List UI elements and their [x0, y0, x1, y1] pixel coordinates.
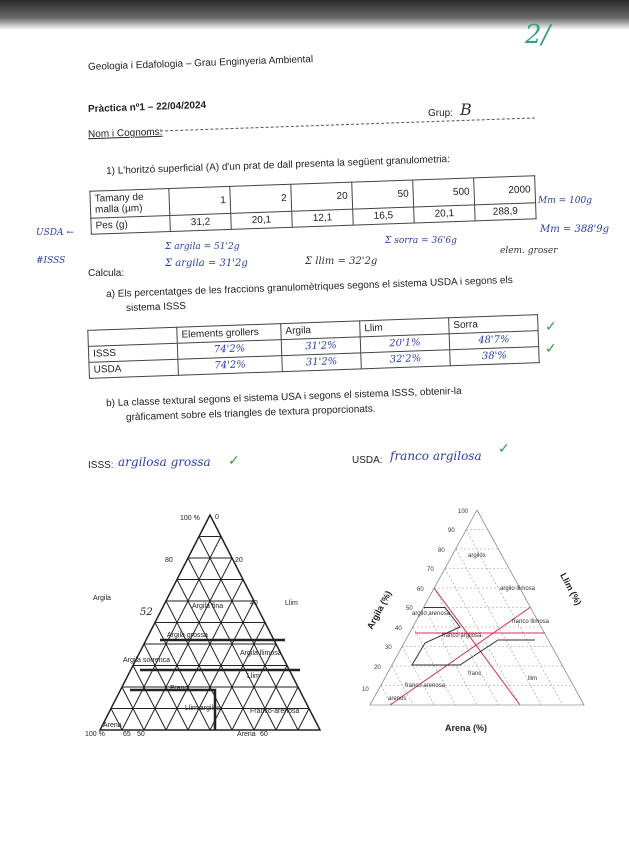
sum-llim: Σ llim = 32'2g	[305, 256, 378, 267]
isss-texture-triangle	[85, 505, 335, 740]
tick-label: 10	[362, 687, 369, 693]
row-label: ISSS	[88, 343, 178, 362]
tick-label: 40	[250, 600, 258, 607]
class-label: Franc	[170, 685, 188, 692]
class-label: Argila sorrenca	[123, 657, 171, 664]
weight-cell: 16,5	[353, 207, 415, 225]
value-cell: 74'2%	[177, 340, 281, 360]
class-label: Llim	[247, 673, 260, 680]
tick-label: 65	[123, 731, 131, 738]
axis-label-llim: Llim (%)	[558, 571, 584, 607]
weight-cell: 20,1	[414, 205, 476, 223]
group-value: B	[460, 100, 472, 119]
check-icon: ✓	[498, 440, 510, 456]
elem-grosser: elem. groser	[500, 246, 558, 256]
class-label: franc	[468, 671, 482, 677]
weight-cell: 31,2	[170, 213, 232, 231]
isss-answer: argilosa grossa	[118, 455, 211, 469]
class-label: Arena	[103, 722, 122, 729]
note-mt: Mт = 100g	[538, 196, 592, 206]
qa-text-2: sistema ISSS	[125, 300, 187, 315]
tick-label: 80	[165, 557, 173, 564]
usda-texture-triangle	[350, 505, 605, 740]
course-title: Geologia i Edafologia – Grau Enginyeria Ambiental	[87, 54, 314, 73]
tick-label: 30	[385, 645, 392, 651]
tick-label: 40	[395, 626, 402, 632]
class-label: Argila llimosa	[240, 650, 282, 657]
name-label: Nom i Cognoms:	[87, 126, 163, 141]
sum-argila-2: Σ argila = 31'2g	[165, 258, 248, 269]
note-mt2: Mт = 388'9g	[540, 224, 610, 235]
size-cell: 2000	[474, 176, 536, 205]
tick-label: 20	[374, 665, 381, 671]
weight-cell: 12,1	[292, 209, 354, 227]
weight-cell: 20,1	[231, 211, 293, 229]
value-cell: 74'2%	[178, 356, 282, 376]
qb-text-1: b) La classe textural segons el sistema USA i segons el sistema ISSS, obtenir-la	[105, 385, 462, 410]
tick-label: 60	[417, 587, 424, 593]
header-cell: Llim	[360, 318, 450, 337]
value-cell: 31'2%	[282, 353, 362, 372]
tick-label: 100 %	[180, 515, 200, 522]
value-cell: 38'%	[450, 347, 540, 366]
check-icon: ✓	[228, 452, 240, 468]
tick-label: 50	[406, 606, 413, 612]
header-cell: Elements grollers	[177, 324, 281, 344]
axis-label-arena: Arena (%)	[445, 723, 488, 733]
tick-label: 0	[215, 514, 219, 521]
axis-label-arena: Arena	[237, 731, 256, 738]
tick-label: 20	[235, 557, 243, 564]
class-label: franco arenosa	[405, 683, 446, 689]
q1-text: 1) L'horitzó superficial (A) d'un prat de dall presenta la següent granulometria:	[105, 154, 451, 177]
value-cell: 48'7%	[449, 331, 539, 350]
tick-label: 50	[137, 731, 145, 738]
class-label: Llim argilós	[185, 705, 221, 712]
check-icon: ✓	[545, 340, 557, 356]
class-label: llim	[528, 676, 537, 682]
axis-label-llim: Llim	[285, 600, 298, 607]
check-icon: ✓	[545, 318, 557, 334]
class-label: Argila fina	[192, 603, 224, 610]
axis-label-argila: Argila (%)	[364, 589, 394, 631]
handwritten-mark: 52	[140, 607, 153, 618]
usda-label: USDA:	[352, 455, 383, 466]
axis-label-argila: Argila	[93, 595, 111, 602]
size-cell: 20	[291, 182, 353, 211]
class-label: arenós	[388, 696, 407, 702]
class-label: Argila grossa	[167, 632, 208, 639]
tick-label: 70	[427, 567, 434, 573]
class-label: franco argilosa	[442, 633, 482, 639]
size-cell: 1	[169, 186, 231, 215]
value-cell: 32'2%	[361, 350, 451, 369]
header-cell: Sorra	[449, 315, 539, 334]
tick-label: 60	[260, 731, 268, 738]
row-label: USDA	[89, 359, 179, 378]
tick-label: 100 %	[85, 731, 105, 738]
practice-title: Pràctica nº1 – 22/04/2024	[87, 99, 207, 116]
qa-text-1: a) Els percentatges de les fraccions granulomètriques segons el sistema USDA i segons els	[105, 274, 513, 301]
granulometry-table	[89, 175, 536, 235]
sum-argila-1: Σ argila = 51'2g	[165, 242, 240, 252]
tick-label: 80	[438, 548, 445, 554]
header-cell: Argila	[281, 321, 361, 340]
sum-sorra: Σ sorra = 36'6g	[385, 236, 457, 246]
value-cell: 20'1%	[360, 334, 450, 353]
note-usda: USDA ←	[36, 228, 74, 238]
usda-answer: franco argilosa	[390, 449, 482, 463]
isss-label: ISSS:	[88, 460, 114, 471]
tick-label: 90	[448, 528, 455, 534]
value-cell: 31'2%	[281, 337, 361, 356]
row-label-weight: Pes (g)	[91, 216, 171, 235]
size-cell: 500	[413, 178, 475, 207]
note-isss: #ISSS	[36, 256, 66, 266]
class-label: argilós	[468, 553, 486, 559]
page-number: 2/	[525, 20, 551, 50]
tick-label: 100	[458, 509, 469, 515]
class-label: argilo arenosa	[412, 611, 451, 617]
class-label: Franco-arenosa	[250, 708, 300, 715]
class-label: argilo llimosa	[500, 586, 536, 592]
weight-cell: 288,9	[475, 203, 537, 221]
size-cell: 50	[352, 180, 414, 209]
class-label: franco llimosa	[512, 619, 550, 625]
fractions-table	[87, 314, 539, 379]
group-label: Grup:	[428, 108, 454, 119]
size-cell: 2	[230, 184, 292, 213]
qb-text-2: gràficament sobre els triangles de textura proporcionats.	[125, 403, 376, 424]
calcula-label: Calcula:	[88, 268, 125, 279]
row-label-size: Tamany de malla (μm)	[90, 189, 170, 219]
name-line	[160, 117, 535, 131]
